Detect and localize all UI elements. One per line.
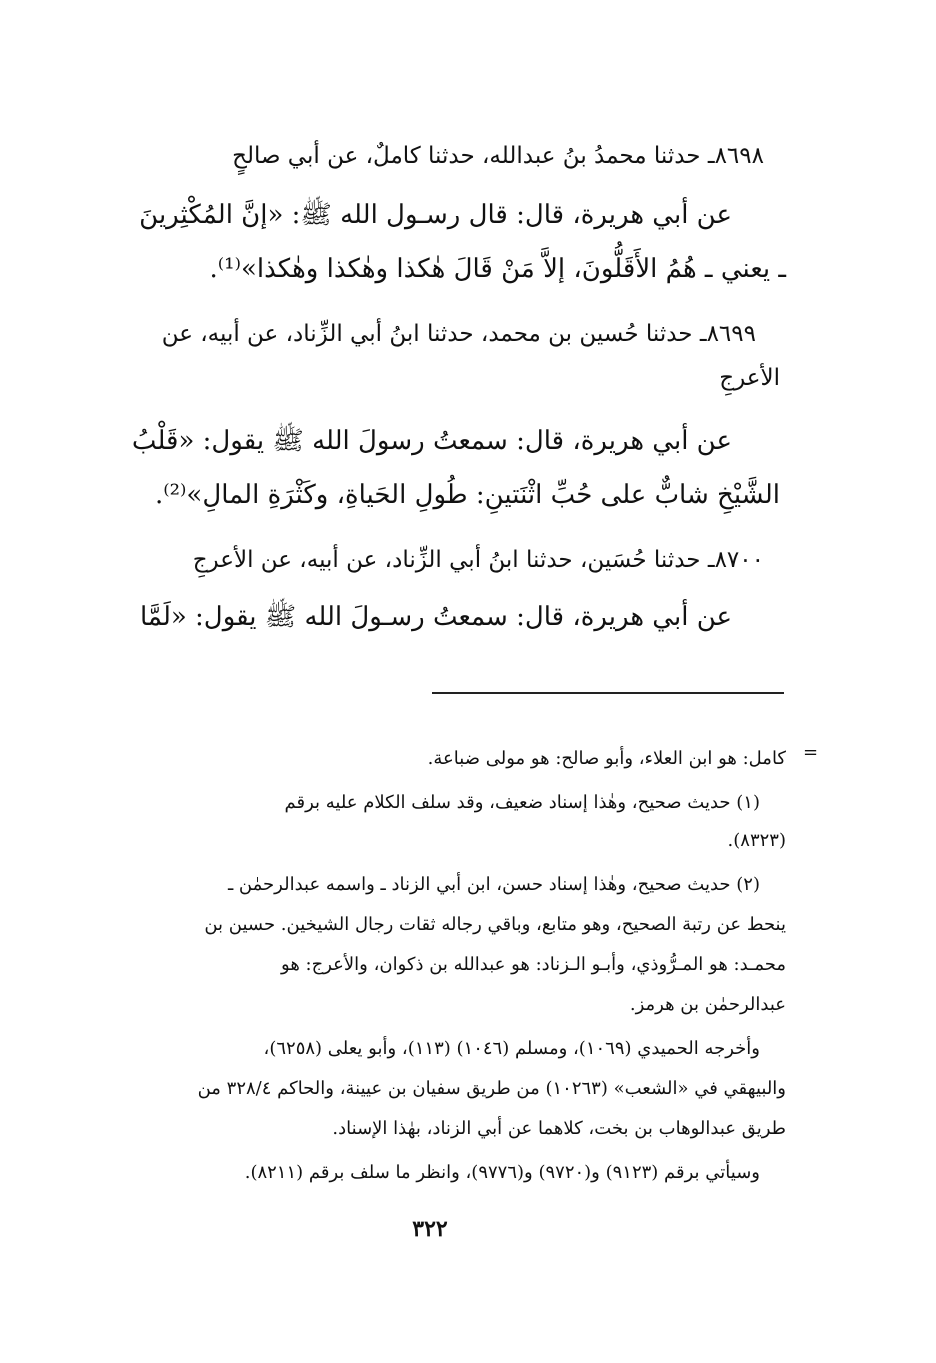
hadith-8698-header: ٨٦٩٨ـ حدثنا محمدُ بنُ عبدالله، حدثنا كاملٌ، عن أبي صالحٍ <box>232 143 764 169</box>
continuation-marker: = <box>803 742 819 763</box>
footnote-2-line-6: والبيهقي في «الشعب» (١٠٢٦٣) من طريق سفيان بن عيينة، والحاكم ٣٢٨/٤ من <box>197 1078 786 1099</box>
footnote-2-line-4: عبدالرحمٰن بن هرمز. <box>629 994 786 1015</box>
footnote-2-line-7: طريق عبدالوهاب بن بخت، كلاهما عن أبي الزناد، بهٰذا الإسناد. <box>332 1118 786 1139</box>
hadith-8699-text-line-1: عن أبي هريرة، قال: سمعتُ رسولَ الله ﷺ يقول: «قَلْبُ <box>131 426 732 456</box>
footnote-1-line-1: (١) حديث صحيح، وهٰذا إسناد ضعيف، وقد سلف الكلام عليه برقم <box>284 792 760 813</box>
hadith-8699-header-cont: الأعرجِ <box>719 365 780 391</box>
footnote-2-line-1: (٢) حديث صحيح، وهٰذا إسناد حسن، ابن أبي الزناد ـ واسمه عبدالرحمٰن ـ <box>227 874 760 895</box>
footnote-continued-line: كامل: هو ابن العلاء، وأبو صالح: هو مولى ضباعة. <box>427 748 786 769</box>
footnote-2-line-8: وسيأتي برقم (٩١٢٣) و(٩٧٢٠) و(٩٧٧٦)، وانظر ما سلف برقم (٨٢١١). <box>244 1162 760 1183</box>
footnote-2-line-2: ينحط عن رتبة الصحيح، وهو متابع، وباقي رجاله ثقات رجال الشيخين. حسين بن <box>204 914 786 935</box>
hadith-8700-header: ٨٧٠٠ـ حدثنا حُسَين، حدثنا ابنُ أبي الزِّناد، عن أبيه، عن الأعرجِ <box>192 547 764 573</box>
footnote-1-line-2: (٨٣٢٣). <box>727 830 786 851</box>
hadith-8698-text-line-2: ـ يعني ـ هُمُ الأَقَلُّونَ، إلاَّ مَنْ قَالَ هٰكذا وهٰكذا وهٰكذا»⁽¹⁾. <box>209 254 786 284</box>
hadith-8699-text-line-2: الشَّيْخِ شابٌّ على حُبِّ اثْنَتينِ: طُولِ الحَياةِ، وكَثْرَةِ المالِ»⁽²⁾. <box>154 480 780 510</box>
footnote-divider <box>432 692 784 694</box>
page-number: ٣٢٢ <box>412 1216 448 1242</box>
footnote-2-line-3: محمـد: هو المـرُّوذي، وأبـو الـزناد: هو عبدالله بن ذكوان، والأعرج: هو <box>281 954 786 975</box>
hadith-8699-header: ٨٦٩٩ـ حدثنا حُسين بن محمد، حدثنا ابنُ أبي الزِّناد، عن أبيه، عن <box>161 321 756 347</box>
hadith-8698-text-line-1: عن أبي هريرة، قال: قال رسـول الله ﷺ: «إنَّ المُكْثِرينَ <box>139 200 732 230</box>
footnote-2-line-5: وأخرجه الحميدي (١٠٦٩)، ومسلم (١٠٤٦) (١١٣)، وأبو يعلى (٦٢٥٨)، <box>263 1038 760 1059</box>
hadith-8700-text-line-1: عن أبي هريرة، قال: سمعتُ رسـولَ الله ﷺ يقول: «لَمَّا <box>140 602 732 632</box>
